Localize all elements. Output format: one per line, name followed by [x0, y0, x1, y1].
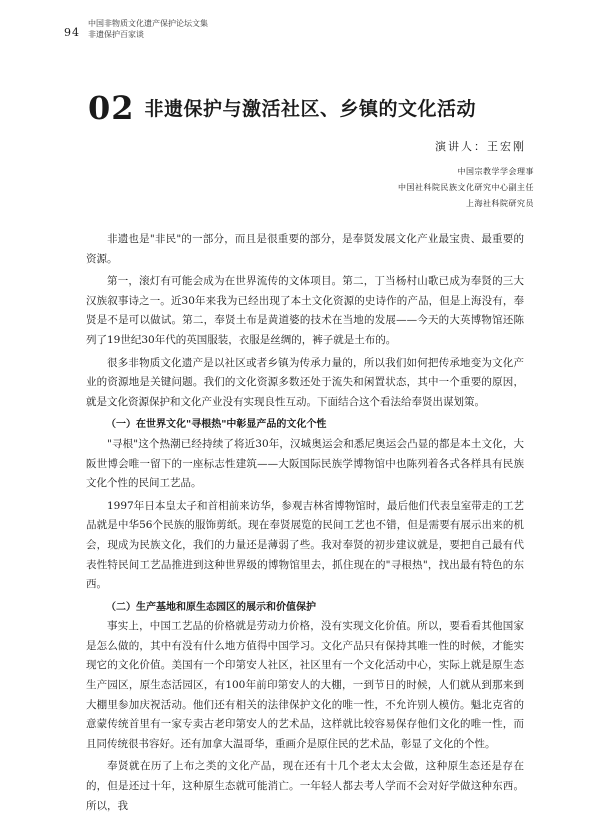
paragraph: 奉贤就在历了上布之类的文化产品，现在还有十几个老太太会做，这种原生态还是存在的，但是还过十年，这种原生态就可能消亡。一年轻人都去考人学而不会对好学做这种东西。所以，我	[86, 760, 524, 812]
speaker-name: 演讲人：王宏刚	[435, 140, 526, 153]
book-title	[88, 18, 208, 40]
running-header	[64, 18, 208, 40]
speaker-affiliation: 上海社科院研究员	[466, 199, 534, 208]
speaker-block	[398, 138, 534, 212]
article-body	[86, 230, 524, 819]
book-title-line-2: 非遗保护百家谈	[88, 30, 144, 39]
chapter-number: 02	[88, 89, 135, 127]
paragraph: 非遗也是"非民"的一部分，而且是很重要的部分，是奉贤发展文化产业最宝贵、最重要的资源。	[86, 233, 524, 265]
chapter-title: 非遗保护与激活社区、乡镇的文化活动	[144, 98, 477, 120]
paragraph: "寻根"这个热潮已经持续了将近30年，汉城奥运会和悉尼奥运会凸显的都是本土文化，大阪世博会唯一留下的一座标志性建筑——大阪国际民族学博物馆中也陈列着各式各样具有民族文化个性的民间工艺品。	[86, 437, 524, 490]
paragraph: 第一，滚灯有可能会成为在世界流传的文体项目。第二，丁当杨村山歌已成为奉贤的三大汉族叙事诗之一。近30年来我为已经出现了本土文化资源的史诗作的产品，但是上海没有，奉贤是不是可以做试。第二，奉贤土布是黄道婆的技术在当地的发展——今天的大英博物馆还陈列了19世纪30年代的英国服装，衣服是丝绸的，裤子就是土布的。	[86, 275, 524, 346]
paragraph: 1997年日本皇太子和首相前来访华，参观吉林省博物馆时，最后他们代表皇室带走的工艺品就是中华56个民族的服饰剪纸。现在奉贤展览的民间工艺也不错，但是需要有展示出来的机会，现成为民族文化，我们的力量还是薄弱了些。我对奉贤的初步建议就是，要把自己最有代表性特民间工艺品推进到这种世界级的博物馆里去，抓住现在的"寻根热"，找出最有特色的东西。	[86, 499, 524, 591]
section-heading: （二）生产基地和原生态园区的展示和价值保护	[106, 601, 316, 613]
speaker-affiliation: 中国社科院民族文化研究中心副主任	[398, 183, 534, 192]
speaker-affiliation: 中国宗教学学会理事	[457, 167, 534, 176]
section-heading: （一）在世界文化"寻根热"中彰显产品的文化个性	[106, 419, 327, 431]
paragraph: 很多非物质文化遗产是以社区或者乡镇为传承力量的，所以我们如何把传承地变为文化产业的资源地是关键问题。我们的文化资源多数还处于流失和闲置状态，其中一个重要的原因，就是文化资源保护和文化产业没有实现良性互动。下面结合这个看法给奉贤出谋划策。	[86, 356, 524, 408]
page-number: 94	[64, 26, 80, 39]
chapter-heading	[88, 89, 477, 127]
book-title-line-1: 中国非物质文化遗产保护论坛文集	[88, 19, 208, 28]
paragraph: 事实上，中国工艺品的价格就是劳动力价格，没有实现文化价值。所以，要看看其他国家是怎么做的，其中有没有什么地方值得中国学习。文化产品只有保持其唯一性的时候，才能实现它的文化价值。美国有一个印第安人社区，社区里有一个文化活动中心，实际上就是原生态生产园区，原生态活园区，有100年前印第安人的大棚，一到节日的时候，人们就从到那来到大棚里参加庆祝活动。他们还有相关的法律保护文化的唯一性，不允许别人模仿。魁北克省的意蒙传统首里有一家专卖古老印第安人的艺术品，这样就比较容易保存他们文化的唯一性，而且同传统很书容好。还有加拿大温哥华，重画介是原住民的艺术品，彰显了文化的个性。	[86, 620, 524, 750]
